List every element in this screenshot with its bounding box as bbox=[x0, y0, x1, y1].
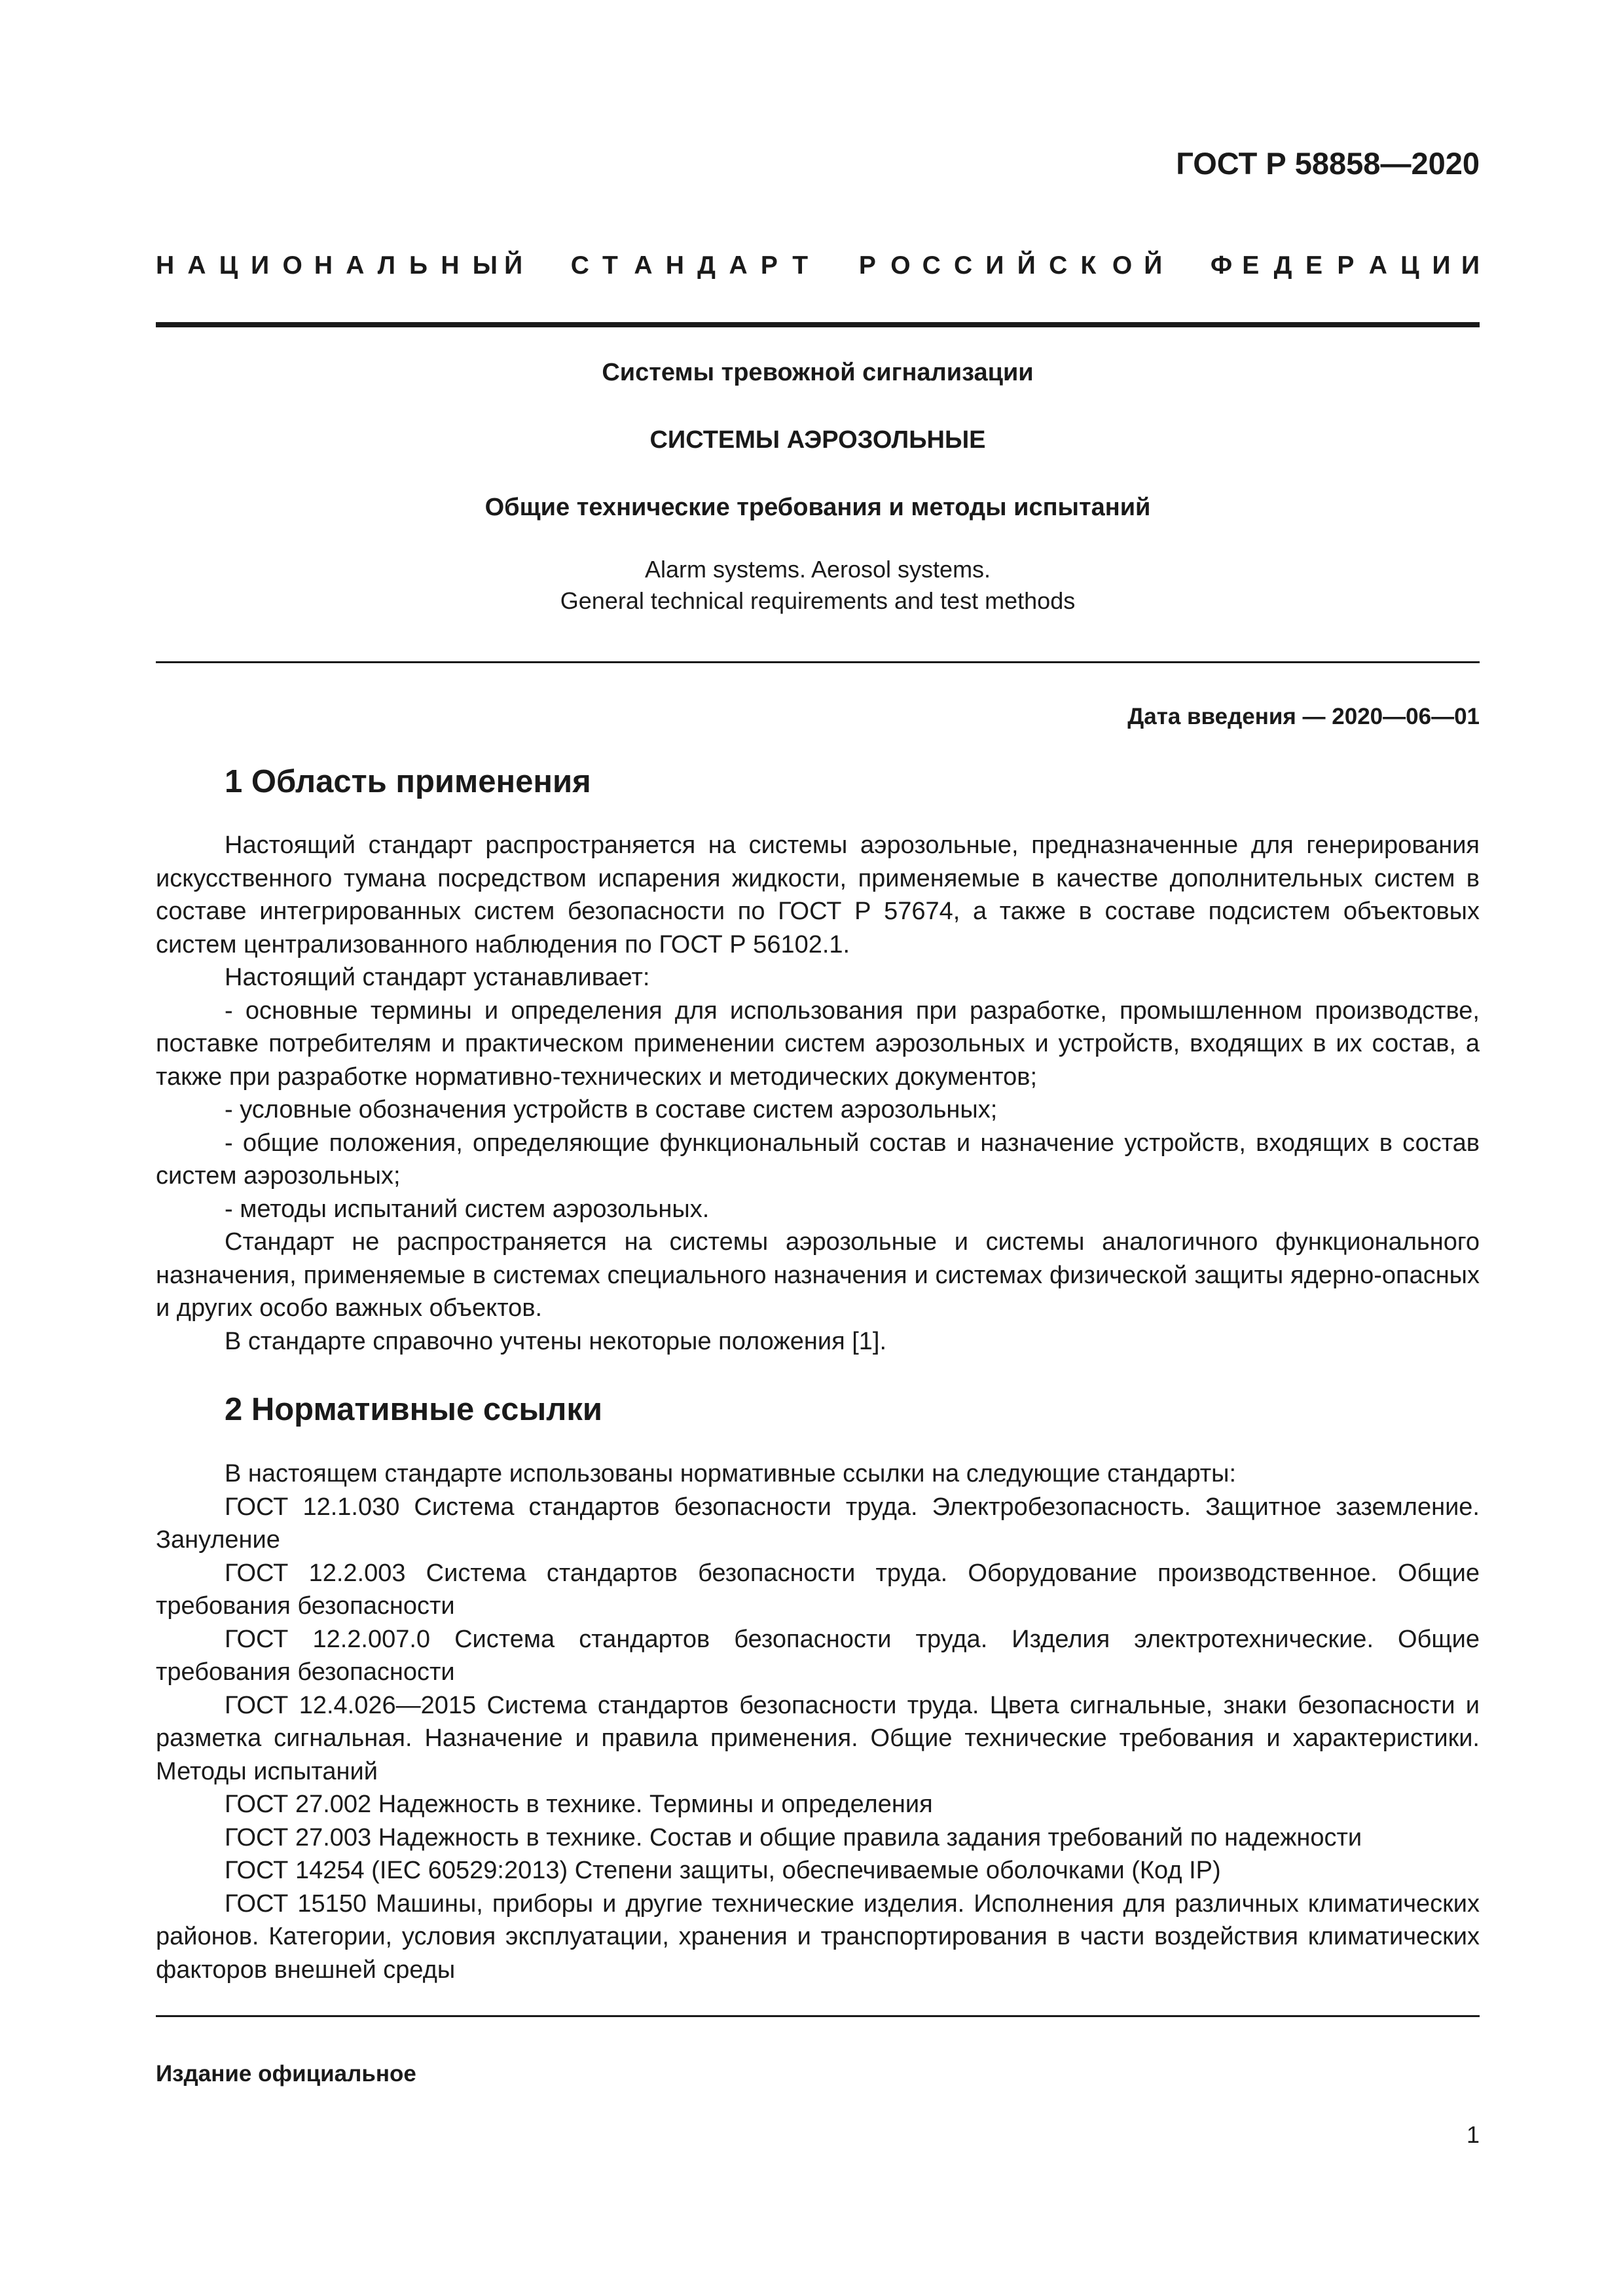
banner-letter: Т bbox=[602, 251, 618, 280]
paragraph: Настоящий стандарт распространяется на системы аэрозольные, предназначенные для генерирования искусственного тумана посредством испарения жидкости, применяемые в качестве дополнительных систем в составе интегрированных систем безопасности по ГОСТ Р 57674, а также в составе подсистем объектовых систем централизованного наблюдения по ГОСТ Р 56102.1. bbox=[156, 831, 1480, 958]
banner-letter: С bbox=[570, 251, 589, 280]
reference-item: ГОСТ 27.002 Надежность в технике. Термины и определения bbox=[225, 1791, 933, 1818]
title-line-2: СИСТЕМЫ АЭРОЗОЛЬНЫЕ bbox=[649, 426, 986, 454]
banner-letter: Ф bbox=[1210, 251, 1233, 280]
banner-letter: Р bbox=[1337, 251, 1355, 280]
title-line-3: Общие технические требования и методы испытаний bbox=[484, 494, 1151, 521]
standard-code: ГОСТ Р 58858—2020 bbox=[1176, 146, 1480, 181]
list-item: - основные термины и определения для использования при разработке, промышленном производстве, поставке потребителям и практическом применении систем аэрозольных и устройств, входящих в их состав, а также при разработке нормативно-технических и методических документов; bbox=[156, 996, 1480, 1091]
banner-letter: Н bbox=[441, 251, 460, 280]
banner-letter: Д bbox=[1273, 251, 1292, 280]
list-item: - условные обозначения устройств в составе систем аэрозольных; bbox=[225, 1096, 998, 1123]
banner-letter: А bbox=[634, 251, 653, 280]
banner-letter: С bbox=[922, 251, 941, 280]
english-title-line-1: Alarm systems. Aerosol systems. bbox=[644, 556, 991, 583]
title-divider bbox=[156, 661, 1480, 663]
banner-letter: Ы bbox=[472, 251, 498, 280]
banner-letter: С bbox=[1049, 251, 1068, 280]
banner-letter: А bbox=[346, 251, 365, 280]
banner-letter: С bbox=[954, 251, 973, 280]
banner-letter: Ь bbox=[409, 251, 428, 280]
banner-letter: К bbox=[1080, 251, 1097, 280]
header-divider bbox=[156, 322, 1480, 327]
reference-item: ГОСТ 12.1.030 Система стандартов безопасности труда. Электробезопасность. Защитное заземление. Зануление bbox=[156, 1493, 1480, 1554]
section-1-heading: 1 Область применения bbox=[225, 764, 591, 799]
banner-letter: Л bbox=[377, 251, 395, 280]
edition-note: Издание официальное bbox=[156, 2061, 416, 2086]
national-standard-banner bbox=[156, 251, 1480, 284]
banner-letter: О bbox=[1112, 251, 1133, 280]
banner-letter: О bbox=[890, 251, 911, 280]
banner-letter: И bbox=[251, 251, 270, 280]
section-1-body bbox=[156, 829, 1480, 1358]
paragraph: Настоящий стандарт устанавливает: bbox=[225, 964, 650, 991]
reference-item: ГОСТ 12.4.026—2015 Система стандартов безопасности труда. Цвета сигнальные, знаки безопасности и разметка сигнальная. Назначение и правила применения. Общие технические требования и характеристики. Методы испытаний bbox=[156, 1691, 1480, 1785]
banner-letter: А bbox=[1368, 251, 1387, 280]
banner-letter: Д bbox=[697, 251, 716, 280]
list-item: - методы испытаний систем аэрозольных. bbox=[225, 1195, 710, 1223]
paragraph: В настоящем стандарте использованы нормативные ссылки на следующие стандарты: bbox=[225, 1460, 1237, 1487]
reference-item: ГОСТ 12.2.003 Система стандартов безопасности труда. Оборудование производственное. Общие требования безопасности bbox=[156, 1559, 1480, 1620]
banner-letter: А bbox=[187, 251, 206, 280]
banner-letter: Н bbox=[156, 251, 175, 280]
banner-letter: И bbox=[1432, 251, 1451, 280]
banner-letter: Ц bbox=[1400, 251, 1419, 280]
banner-letter: Й bbox=[504, 251, 523, 280]
banner-letter: Н bbox=[665, 251, 684, 280]
reference-item: ГОСТ 15150 Машины, приборы и другие технические изделия. Исполнения для различных климатических районов. Категории, условия эксплуатации, хранения и транспортирования в части воздействия климатических факторов внешней среды bbox=[156, 1889, 1480, 1984]
reference-item: ГОСТ 27.003 Надежность в технике. Состав и общие правила задания требований по надежности bbox=[225, 1823, 1362, 1851]
banner-letter: И bbox=[985, 251, 1004, 280]
banner-letter: Й bbox=[1017, 251, 1036, 280]
reference-item: ГОСТ 14254 (IEC 60529:2013) Степени защиты, обеспечиваемые оболочками (Код IP) bbox=[225, 1857, 1221, 1884]
introduction-date: Дата введения — 2020—06—01 bbox=[1127, 704, 1480, 729]
banner-letter: Р bbox=[858, 251, 876, 280]
page-number: 1 bbox=[1466, 2121, 1480, 2148]
banner-letter: О bbox=[282, 251, 302, 280]
banner-letter: Е bbox=[1242, 251, 1260, 280]
banner-letter: Р bbox=[760, 251, 778, 280]
paragraph: Стандарт не распространяется на системы аэрозольные и системы аналогичного функционального назначения, применяемые в системах специального назначения и системах физической защиты ядерно-опасных и других особо важных объектов. bbox=[156, 1228, 1480, 1322]
section-2-heading: 2 Нормативные ссылки bbox=[225, 1392, 602, 1427]
title-line-1: Системы тревожной сигнализации bbox=[602, 359, 1034, 386]
reference-item: ГОСТ 12.2.007.0 Система стандартов безопасности труда. Изделия электротехнические. Общие требования безопасности bbox=[156, 1625, 1480, 1686]
banner-letter: А bbox=[729, 251, 748, 280]
list-item: - общие положения, определяющие функциональный состав и назначение устройств, входящих в состав систем аэрозольных; bbox=[156, 1129, 1480, 1190]
banner-letter: Н bbox=[314, 251, 333, 280]
banner-letter: Е bbox=[1305, 251, 1322, 280]
banner-letter: Ц bbox=[219, 251, 238, 280]
banner-letter: Й bbox=[1144, 251, 1163, 280]
banner-letter: И bbox=[1461, 251, 1480, 280]
banner-letter: Т bbox=[792, 251, 809, 280]
section-2-body bbox=[156, 1457, 1480, 1986]
english-title-line-2: General technical requirements and test methods bbox=[560, 587, 1076, 614]
paragraph: В стандарте справочно учтены некоторые положения [1]. bbox=[225, 1327, 887, 1355]
footer-divider bbox=[156, 2015, 1480, 2017]
